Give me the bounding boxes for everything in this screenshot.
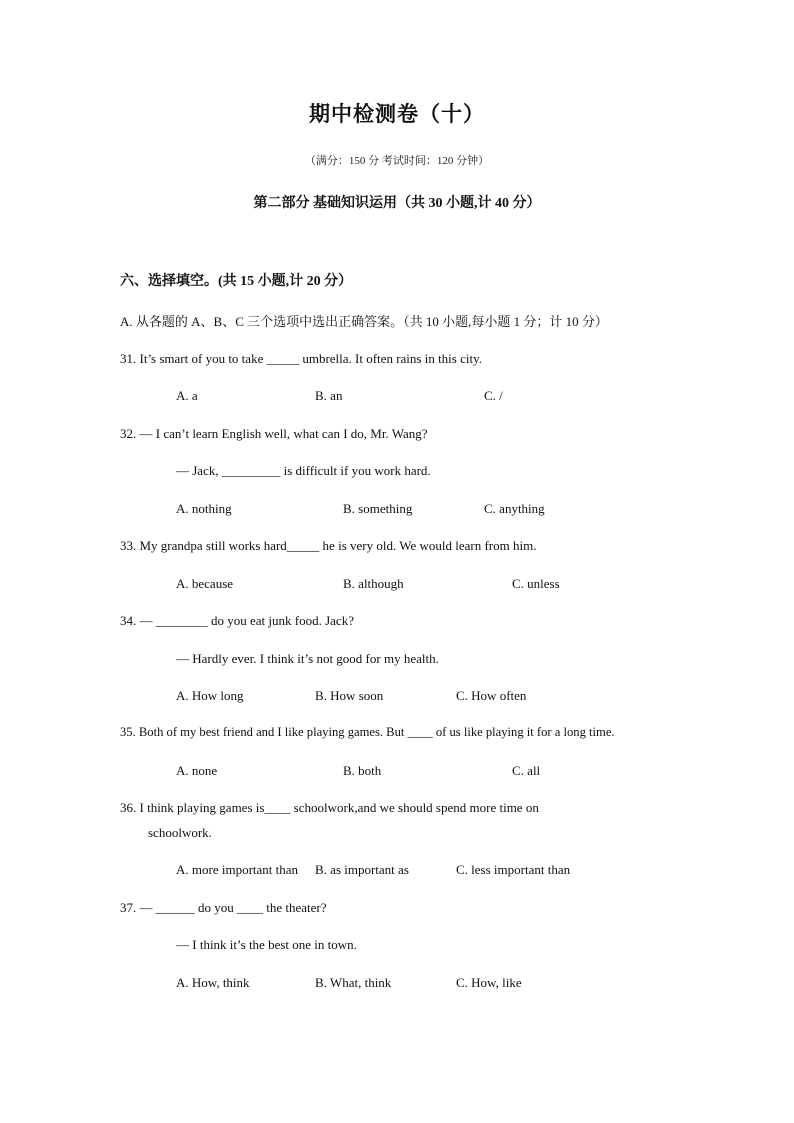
section-instruction: A. 从各题的 A、B、C 三个选项中选出正确答案。（共 10 小题,每小题 1 分；计 10 分） xyxy=(120,314,608,329)
question-32-option-a[interactable]: A. nothing xyxy=(176,501,232,516)
question-37-reply: — I think it’s the best one in town. xyxy=(176,937,357,952)
question-36-option-b[interactable]: B. as important as xyxy=(315,862,409,877)
question-33-option-b[interactable]: B. although xyxy=(343,576,404,591)
question-35-option-c[interactable]: C. all xyxy=(512,763,541,778)
question-31-option-b[interactable]: B. an xyxy=(315,388,343,403)
question-32-stem: 32. — I can’t learn English well, what can I do, Mr. Wang? xyxy=(120,426,428,441)
question-36-stem-continued: schoolwork. xyxy=(148,825,212,840)
question-35-stem: 35. Both of my best friend and I like playing games. But ____ of us like playing it for a long time. xyxy=(120,725,615,739)
question-33-option-a[interactable]: A. because xyxy=(176,576,234,591)
question-34-option-c[interactable]: C. How often xyxy=(456,688,527,703)
question-31-option-a[interactable]: A. a xyxy=(176,388,198,403)
question-34-reply: — Hardly ever. I think it’s not good for my health. xyxy=(176,651,439,666)
question-37-stem: 37. — ______ do you ____ the theater? xyxy=(120,900,327,915)
exam-meta: （满分：150 分 考试时间：120 分钟） xyxy=(304,155,490,167)
page-title: 期中检测卷（十） xyxy=(309,102,485,126)
question-33-stem: 33. My grandpa still works hard_____ he is very old. We would learn from him. xyxy=(120,538,537,553)
question-34-option-b[interactable]: B. How soon xyxy=(315,688,384,703)
question-32-option-b[interactable]: B. something xyxy=(343,501,413,516)
question-35-option-a[interactable]: A. none xyxy=(176,763,218,778)
question-36-option-a[interactable]: A. more important than xyxy=(176,862,299,877)
question-32-option-c[interactable]: C. anything xyxy=(484,501,545,516)
question-36-option-c[interactable]: C. less important than xyxy=(456,862,571,877)
question-34-option-a[interactable]: A. How long xyxy=(176,688,244,703)
part-heading: 第二部分 基础知识运用（共 30 小题,计 40 分） xyxy=(253,196,541,211)
question-33-option-c[interactable]: C. unless xyxy=(512,576,560,591)
section-heading: 六、选择填空。(共 15 小题,计 20 分） xyxy=(120,274,353,289)
question-35-option-b[interactable]: B. both xyxy=(343,763,382,778)
question-37-option-a[interactable]: A. How, think xyxy=(176,975,250,990)
question-37-option-b[interactable]: B. What, think xyxy=(315,975,392,990)
question-37-option-c[interactable]: C. How, like xyxy=(456,975,522,990)
question-36-stem: 36. I think playing games is____ schoolwork,and we should spend more time on xyxy=(120,800,539,815)
question-34-stem: 34. — ________ do you eat junk food. Jack? xyxy=(120,613,354,628)
question-32-reply: — Jack, _________ is difficult if you work hard. xyxy=(176,463,431,478)
question-31-option-c[interactable]: C. / xyxy=(484,388,503,403)
question-31-stem: 31. It’s smart of you to take _____ umbrella. It often rains in this city. xyxy=(120,351,483,366)
